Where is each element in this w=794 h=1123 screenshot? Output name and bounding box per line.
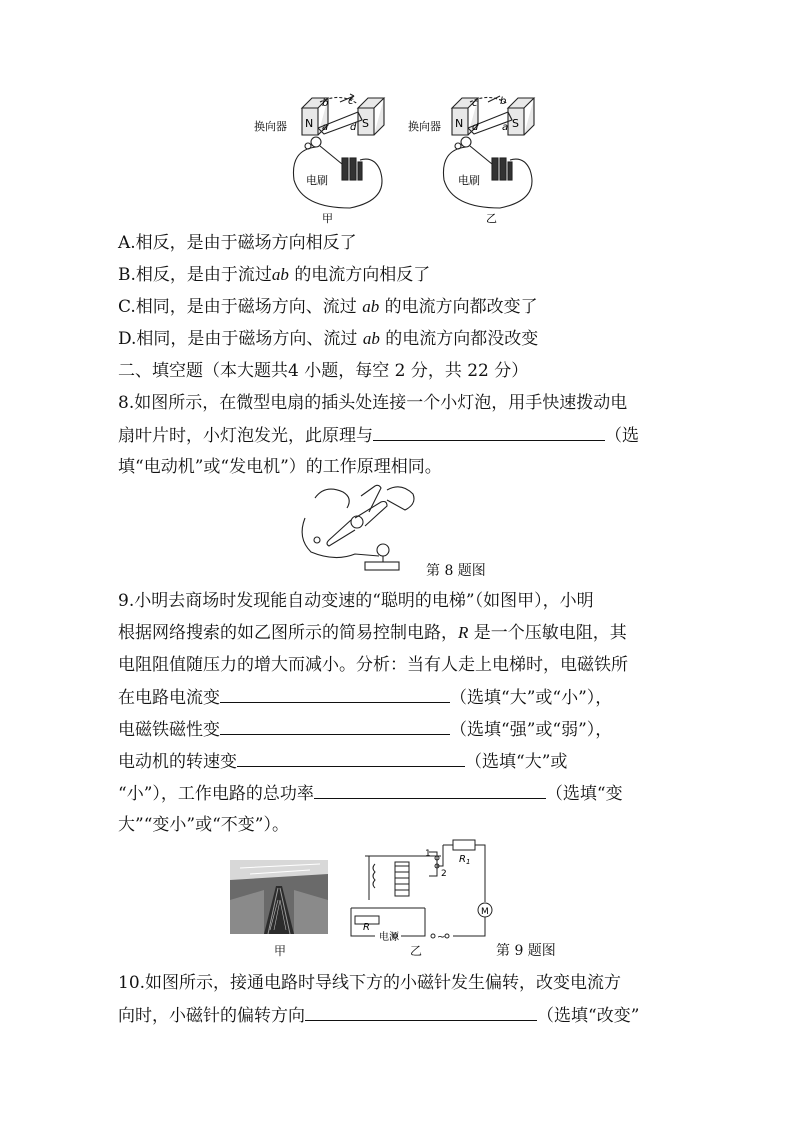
letter-b-right: b [500,96,507,107]
motor-label: M [481,907,489,917]
contact-1-label: 1 [425,849,431,859]
letter-d-left: d [350,122,357,133]
brush-label-left: 电刷 [306,174,328,187]
r1-label: $R_1$ [459,854,471,866]
brush-label-right: 电刷 [458,174,480,187]
escalator-photo [230,860,328,934]
power-source-label: 电源 [379,932,399,943]
q8-line-3: 填“电动机”或“发电机”）的工作原理相同。 [118,457,442,477]
letter-a-left: a [322,122,329,133]
ac-source-label: ~ [437,932,446,943]
q9-line-2: 根据网络搜索的如乙图所示的简易控制电路，R 是一个压敏电阻，其 [118,623,627,643]
n-pole-left: N [305,117,314,130]
motor-figure [250,90,560,230]
q9-magnetism-blank[interactable] [220,718,450,735]
q8-line-1: 8.如图所示，在微型电扇的插头处连接一个小灯泡，用手快速拨动电 [118,393,628,413]
q10-answer-blank[interactable] [305,1004,537,1021]
n-pole-right: N [455,117,464,130]
q9-line-5: 电磁铁磁性变 （选填“强”或“弱”）， [118,720,613,740]
q9-power-blank[interactable] [314,782,546,799]
q9-figure-caption: 第 9 题图 [496,943,556,959]
s-pole-left: S [362,117,369,130]
option-b: B.相反，是由于流过ab 的电流方向相反了 [118,265,431,285]
escalator-photo-drawing [230,860,328,934]
q9-line-1: 9.小明去商场时发现能自动变速的“聪明的电梯”（如图甲），小明 [118,591,594,611]
q9-fig-label-left: 甲 [274,944,287,958]
section-title: 二、填空题（本大题共4 小题，每空 2 分，共 22 分） [118,361,529,381]
q9-fig-label-right: 乙 [410,944,423,958]
option-a: A.相反，是由于磁场方向相反了 [118,233,357,253]
q8-answer-blank[interactable] [373,424,605,441]
q9-line-7: “小”），工作电路的总功率 （选填“变 [118,784,623,804]
q8-figure [295,478,425,578]
control-circuit [345,836,495,944]
letter-b-left: b [322,98,329,109]
letter-a-right: a [502,122,509,133]
q9-speed-blank[interactable] [237,750,465,767]
q9-line-3: 电阻阻值随压力的增大而减小。分析：当有人走上电梯时，电磁铁所 [118,655,628,675]
option-c: C.相同，是由于磁场方向、流过 ab 的电流方向都改变了 [118,297,538,317]
r-label: R [363,922,370,933]
q8-figure-caption: 第 8 题图 [426,563,486,579]
q8-line-2: 扇叶片时，小灯泡发光，此原理与 （选 [118,426,639,446]
q9-line-8: 大”“变小”或“不变”）。 [118,815,289,835]
option-d: D.相同，是由于磁场方向、流过 ab 的电流方向都没改变 [118,329,539,349]
commutator-label-right: 换向器 [408,120,441,133]
fan-lamp-drawing [295,478,425,578]
contact-2-label: 2 [441,869,447,879]
q10-line-2: 向时，小磁针的偏转方向 （选填“改变” [118,1006,640,1026]
s-pole-right: S [512,117,519,130]
fig7-label-right: 乙 [486,212,497,225]
commutator-label-left: 换向器 [254,120,287,133]
q10-line-1: 10.如图所示，接通电路时导线下方的小磁针发生偏转，改变电流方 [118,973,622,993]
fig7-label-left: 甲 [322,212,333,225]
motor-diagram-left [293,94,384,208]
q9-line-4: 在电路电流变 （选填“大”或“小”）， [118,688,613,708]
letter-c-right: c [472,98,478,109]
letter-d-right: d [472,122,479,133]
motor-figure-drawing [250,90,560,230]
motor-diagram-right [443,96,534,208]
letter-c-left: c [348,96,354,107]
control-circuit-drawing [345,836,495,944]
q9-line-6: 电动机的转速变 （选填“大”或 [118,752,568,772]
q9-current-blank[interactable] [220,686,450,703]
